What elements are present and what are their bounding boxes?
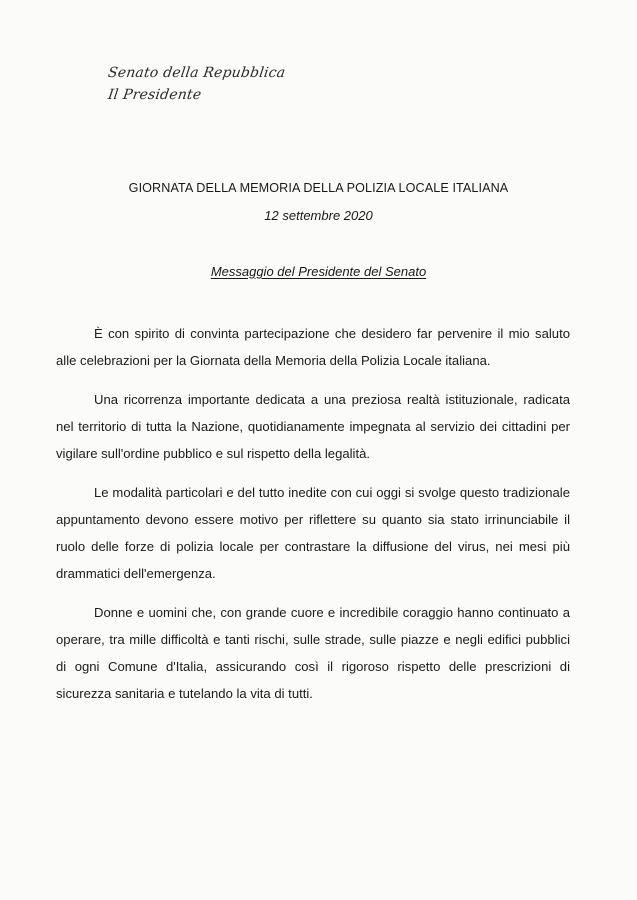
- letterhead-institution: Senato della Repubblica: [106, 65, 287, 81]
- document-subtitle-text: Messaggio del Presidente del Senato: [210, 264, 427, 279]
- paragraph: Donne e uomini che, con grande cuore e incredibile coraggio hanno continuato a operare, tra mille difficoltà e tanti rischi, sulle strade, sulle piazze e negli edifici pubblici di ogni Comune d'Italia, assicurando così il rigoroso rispetto delle prescrizioni di sicurezza sanitaria e tutelando la vita di tutti.: [56, 605, 570, 701]
- paragraph: È con spirito di convinta partecipazione che desidero far pervenire il mio saluto alle celebrazioni per la Giornata della Memoria della Polizia Locale italiana.: [56, 326, 570, 368]
- document-subtitle: [0, 264, 637, 279]
- document-date: 12 settembre 2020: [264, 208, 373, 223]
- paragraph: Una ricorrenza importante dedicata a una preziosa realtà istituzionale, radicata nel territorio di tutta la Nazione, quotidianamente impegnata al servizio dei cittadini per vigilare sull'ordine pubblico e sul rispetto della legalità.: [56, 392, 570, 461]
- letterhead-office: Il Presidente: [106, 87, 203, 103]
- letterhead: [108, 62, 285, 106]
- document-body: [56, 320, 570, 719]
- paragraph: Le modalità particolari e del tutto inedite con cui oggi si svolge questo tradizionale appuntamento devono essere motivo per riflettere su quanto sia stato irrinunciabile il ruolo delle forze di polizia locale per contrastare la diffusione del virus, nei mesi più drammatici dell'emergenza.: [56, 485, 570, 581]
- document-title: GIORNATA DELLA MEMORIA DELLA POLIZIA LOCALE ITALIANA: [128, 181, 509, 195]
